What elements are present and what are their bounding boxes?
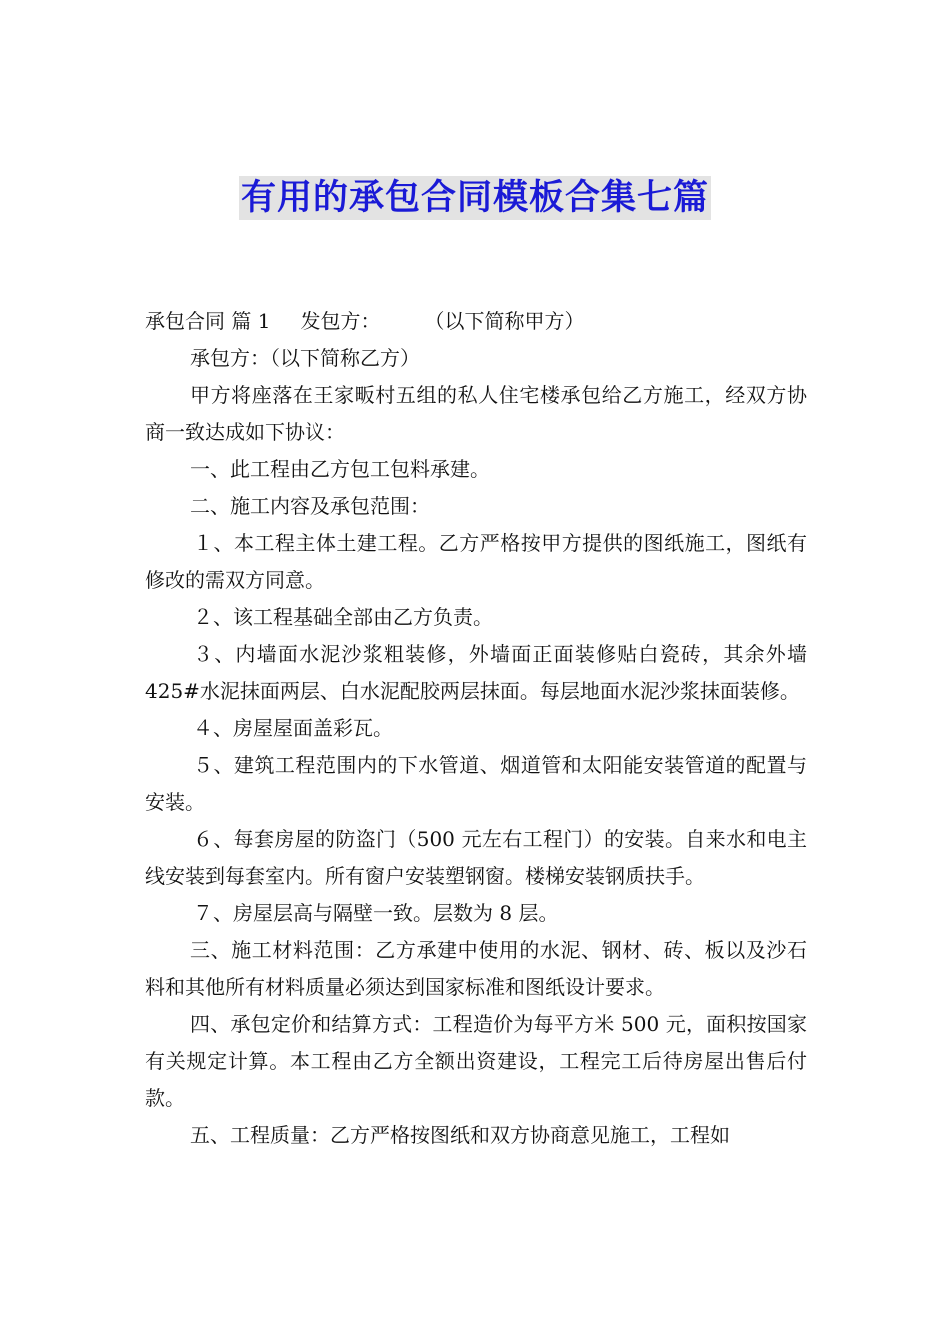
- employer-label: 发包方：: [300, 309, 381, 333]
- paragraph: ５、建筑工程范围内的下水管道、烟道管和太阳能安装管道的配置与安装。: [145, 753, 807, 814]
- paragraph: 四、承包定价和结算方式：工程造价为每平方米 500 元，面积按国家有关规定计算。本工程由乙方全额出资建设，工程完工后待房屋出售后付款。: [145, 1012, 807, 1110]
- intro-line-employer: [145, 303, 807, 340]
- paragraph: 五、工程质量：乙方严格按图纸和双方协商意见施工，工程如: [190, 1123, 730, 1147]
- paragraph: 三、施工材料范围：乙方承建中使用的水泥、钢材、砖、板以及沙石料和其他所有材料质量必须达到国家标准和图纸设计要求。: [145, 938, 807, 999]
- paragraph: 甲方将座落在王家畈村五组的私人住宅楼承包给乙方施工，经双方协商一致达成如下协议：: [145, 383, 807, 444]
- contractor-label: 承包方：: [190, 346, 270, 370]
- paragraph: １、本工程主体土建工程。乙方严格按甲方提供的图纸施工，图纸有修改的需双方同意。: [145, 531, 807, 592]
- paragraph: 一、此工程由乙方包工包料承建。: [190, 457, 490, 481]
- title-container: [0, 176, 950, 220]
- paragraph: ７、房屋层高与隔壁一致。层数为 8 层。: [193, 901, 559, 925]
- contractor-note: （以下简称乙方）: [270, 346, 420, 370]
- document-title: 有用的承包合同模板合集七篇: [240, 178, 709, 218]
- employer-note: （以下简称甲方）: [424, 309, 585, 333]
- paragraph: 二、施工内容及承包范围：: [190, 494, 430, 518]
- paragraph: ４、房屋屋面盖彩瓦。: [193, 716, 393, 740]
- document-body: [145, 303, 807, 1154]
- paragraph: ３、内墙面水泥沙浆粗装修，外墙面正面装修贴白瓷砖，其余外墙 425#水泥抹面两层、白水泥配胶两层抹面。每层地面水泥沙浆抹面装修。: [145, 642, 807, 703]
- paragraph: ２、该工程基础全部由乙方负责。: [193, 605, 493, 629]
- contract-heading: 承包合同 篇 1: [145, 309, 271, 333]
- intro-line-contractor: [145, 340, 807, 377]
- paragraph: ６、每套房屋的防盗门（500 元左右工程门）的安装。自来水和电主线安装到每套室内。所有窗户安装塑钢窗。楼梯安装钢质扶手。: [145, 827, 807, 888]
